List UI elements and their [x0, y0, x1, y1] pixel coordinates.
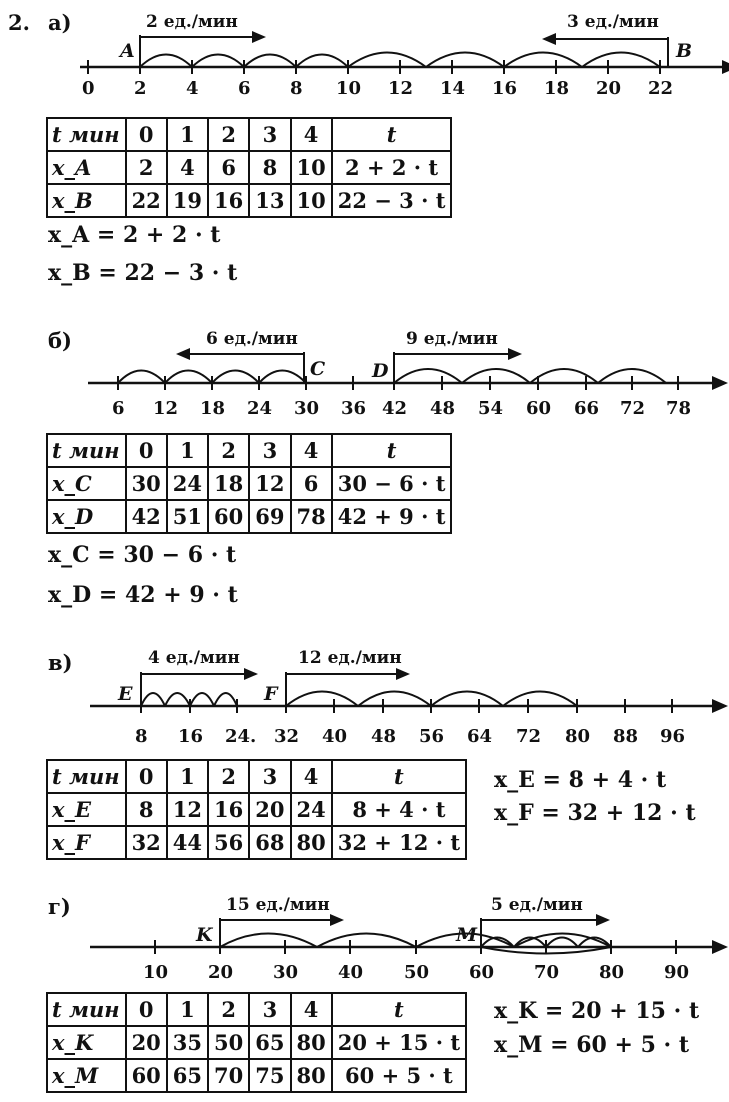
speed-label-K: 15 ед./мин [226, 895, 330, 915]
tick-label: 54 [478, 398, 504, 419]
table-cell: 44 [167, 826, 208, 859]
tick-label: 2 [134, 78, 147, 99]
table-header-cell: 0 [126, 434, 167, 467]
table-cell: 2 + 2 · t [332, 151, 452, 184]
table-header-cell: 2 [208, 760, 249, 793]
speed-label-B: 3 ед./мин [567, 12, 659, 32]
tick-label: 20 [208, 962, 234, 983]
table-header-cell: t [332, 434, 452, 467]
point-label-K: K [196, 924, 213, 946]
speed-label-E: 4 ед./мин [148, 648, 240, 668]
table-row [47, 1026, 466, 1059]
table-cell: 10 [291, 151, 332, 184]
table-header-cell: 1 [167, 760, 208, 793]
equation-xE: x_E = 8 + 4 · t [494, 767, 667, 793]
table-cell: 32 + 12 · t [332, 826, 466, 859]
tick-label: 24. [225, 726, 257, 747]
table-cell: 19 [167, 184, 208, 217]
table-cell: 13 [249, 184, 290, 217]
tick-label: 66 [574, 398, 600, 419]
table-cell: 8 [249, 151, 290, 184]
table-header-cell: t мин [47, 118, 126, 151]
table-cell: 50 [208, 1026, 249, 1059]
tick-label: 48 [430, 398, 456, 419]
speed-label-F: 12 ед./мин [298, 648, 402, 668]
table-cell: 22 − 3 · t [332, 184, 452, 217]
point-label-D: D [372, 360, 389, 382]
table-cell: 35 [167, 1026, 208, 1059]
tick-label: 80 [565, 726, 591, 747]
tick-label: 64 [467, 726, 493, 747]
tick-label: 40 [338, 962, 364, 983]
table-cell: 69 [249, 500, 290, 533]
table-header-row [47, 993, 466, 1026]
tick-label: 20 [596, 78, 622, 99]
equation-xB: x_B = 22 − 3 · t [48, 260, 238, 286]
tick-label: 42 [382, 398, 408, 419]
table-header-cell: 4 [291, 993, 332, 1026]
tick-label: 0 [82, 78, 95, 99]
tick-label: 18 [544, 78, 570, 99]
table-header-cell: 3 [249, 760, 290, 793]
tick-label: 16 [178, 726, 204, 747]
table-cell: 60 [126, 1059, 167, 1092]
tick-label: 30 [273, 962, 299, 983]
tick-label: 10 [336, 78, 362, 99]
table-header-cell: 2 [208, 118, 249, 151]
tick-label: 30 [294, 398, 320, 419]
table-cell: 16 [208, 184, 249, 217]
tick-label: 32 [274, 726, 300, 747]
tick-label: 12 [153, 398, 179, 419]
table-header-cell: t мин [47, 760, 126, 793]
table-cell: 65 [167, 1059, 208, 1092]
tick-label: 80 [599, 962, 625, 983]
tick-label: 72 [516, 726, 542, 747]
part-label-g: г) [48, 894, 71, 919]
motion-table-g [46, 992, 467, 1093]
table-cell: 12 [167, 793, 208, 826]
table-cell: 78 [291, 500, 332, 533]
table-header-cell: t мин [47, 993, 126, 1026]
tick-label: 10 [143, 962, 169, 983]
speed-label-C: 6 ед./мин [206, 329, 298, 349]
table-header-cell: 0 [126, 760, 167, 793]
table-header-cell: 1 [167, 434, 208, 467]
table-row [47, 1059, 466, 1092]
table-cell: 30 [126, 467, 167, 500]
tick-label: 8 [135, 726, 148, 747]
tick-label: 22 [648, 78, 674, 99]
table-cell: 30 − 6 · t [332, 467, 452, 500]
table-cell: 70 [208, 1059, 249, 1092]
tick-label: 16 [492, 78, 518, 99]
table-header-cell: t [332, 760, 466, 793]
table-cell: 20 [249, 793, 290, 826]
table-cell: 8 + 4 · t [332, 793, 466, 826]
table-header-cell: 3 [249, 434, 290, 467]
tick-label: 60 [526, 398, 552, 419]
table-cell: 22 [126, 184, 167, 217]
tick-label: 12 [388, 78, 414, 99]
table-header-cell: 0 [126, 118, 167, 151]
table-row-label: x_A [47, 151, 126, 184]
tick-label: 72 [620, 398, 646, 419]
table-row-label: x_C [47, 467, 126, 500]
point-label-E: E [118, 683, 133, 705]
table-cell: 32 [126, 826, 167, 859]
tick-label: 70 [534, 962, 560, 983]
tick-label: 56 [419, 726, 445, 747]
tick-label: 50 [404, 962, 430, 983]
table-header-cell: t мин [47, 434, 126, 467]
point-label-F: F [264, 683, 278, 705]
table-cell: 80 [291, 1026, 332, 1059]
table-cell: 24 [167, 467, 208, 500]
point-label-C: C [310, 358, 326, 380]
table-row-label: x_D [47, 500, 126, 533]
table-header-cell: 2 [208, 993, 249, 1026]
tick-label: 48 [371, 726, 397, 747]
table-cell: 6 [208, 151, 249, 184]
tick-label: 88 [613, 726, 639, 747]
table-header-cell: 2 [208, 434, 249, 467]
table-header-cell: 4 [291, 434, 332, 467]
equation-xK: x_K = 20 + 15 · t [494, 998, 700, 1024]
table-cell: 60 + 5 · t [332, 1059, 466, 1092]
table-row-label: x_E [47, 793, 126, 826]
table-header-cell: 4 [291, 118, 332, 151]
table-header-cell: 4 [291, 760, 332, 793]
table-cell: 20 + 15 · t [332, 1026, 466, 1059]
table-cell: 80 [291, 826, 332, 859]
tick-label: 14 [440, 78, 466, 99]
table-cell: 6 [291, 467, 332, 500]
table-row-label: x_B [47, 184, 126, 217]
problem-number: 2. [8, 10, 30, 35]
table-cell: 51 [167, 500, 208, 533]
table-cell: 75 [249, 1059, 290, 1092]
tick-label: 4 [186, 78, 199, 99]
table-header-cell: 3 [249, 118, 290, 151]
table-row-label: x_F [47, 826, 126, 859]
table-cell: 42 [126, 500, 167, 533]
table-cell: 60 [208, 500, 249, 533]
tick-label: 96 [660, 726, 686, 747]
table-header-cell: 0 [126, 993, 167, 1026]
tick-label: 60 [469, 962, 495, 983]
part-label-b: б) [48, 328, 72, 353]
table-cell: 65 [249, 1026, 290, 1059]
equation-xC: x_C = 30 − 6 · t [48, 542, 237, 568]
tick-label: 6 [238, 78, 251, 99]
tick-label: 90 [664, 962, 690, 983]
table-cell: 68 [249, 826, 290, 859]
tick-label: 6 [112, 398, 125, 419]
speed-label-M: 5 ед./мин [491, 895, 583, 915]
table-cell: 80 [291, 1059, 332, 1092]
table-cell: 10 [291, 184, 332, 217]
table-header-cell: 3 [249, 993, 290, 1026]
table-cell: 2 [126, 151, 167, 184]
table-cell: 12 [249, 467, 290, 500]
table-header-cell: 1 [167, 118, 208, 151]
part-label-v: в) [48, 650, 73, 675]
table-cell: 16 [208, 793, 249, 826]
table-cell: 20 [126, 1026, 167, 1059]
equation-xM: x_M = 60 + 5 · t [494, 1032, 690, 1058]
table-row-label: x_K [47, 1026, 126, 1059]
point-label-A: A [120, 40, 135, 62]
table-cell: 56 [208, 826, 249, 859]
equation-xA: x_A = 2 + 2 · t [48, 222, 221, 248]
point-label-M: M [456, 924, 478, 946]
table-header-cell: t [332, 118, 452, 151]
table-header-cell: t [332, 993, 466, 1026]
tick-label: 36 [341, 398, 367, 419]
tick-label: 78 [666, 398, 692, 419]
table-cell: 18 [208, 467, 249, 500]
tick-label: 24 [247, 398, 273, 419]
tick-label: 18 [200, 398, 226, 419]
equation-xD: x_D = 42 + 9 · t [48, 582, 238, 608]
tick-label: 8 [290, 78, 303, 99]
speed-label-D: 9 ед./мин [406, 329, 498, 349]
part-label-a: а) [48, 10, 72, 35]
point-label-B: B [676, 40, 693, 62]
table-cell: 24 [291, 793, 332, 826]
equation-xF: x_F = 32 + 12 · t [494, 800, 696, 826]
tick-label: 40 [322, 726, 348, 747]
table-row-label: x_M [47, 1059, 126, 1092]
speed-label-A: 2 ед./мин [146, 12, 238, 32]
table-cell: 42 + 9 · t [332, 500, 452, 533]
table-cell: 8 [126, 793, 167, 826]
table-cell: 4 [167, 151, 208, 184]
table-header-cell: 1 [167, 993, 208, 1026]
